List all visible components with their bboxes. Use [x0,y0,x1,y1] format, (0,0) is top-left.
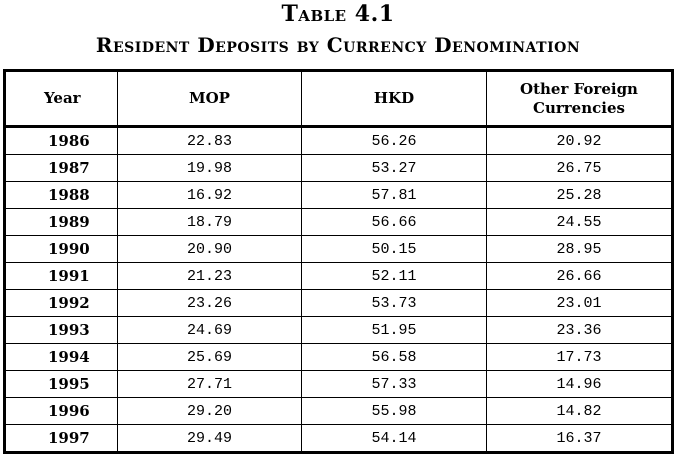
mop-cell: 25.69 [118,344,302,371]
table-title: Resident Deposits by Currency Denomination [95,33,581,57]
mop-cell: 18.79 [118,209,302,236]
year-cell: 1997 [5,425,118,453]
column-header-mop: MOP [118,71,302,127]
table-row [5,317,673,344]
mop-cell: 23.26 [118,290,302,317]
table-row [5,127,673,155]
other-currencies-cell: 16.37 [487,425,673,453]
mop-cell: 20.90 [118,236,302,263]
table-body [5,127,673,453]
mop-cell: 29.20 [118,398,302,425]
table-row [5,236,673,263]
hkd-cell: 56.58 [302,344,487,371]
column-header-year: Year [5,71,118,127]
year-cell: 1993 [5,317,118,344]
year-cell: 1995 [5,371,118,398]
table-row [5,155,673,182]
hkd-cell: 51.95 [302,317,487,344]
deposits-table [3,69,674,454]
hkd-cell: 55.98 [302,398,487,425]
table-row [5,209,673,236]
year-cell: 1996 [5,398,118,425]
year-cell: 1987 [5,155,118,182]
hkd-cell: 52.11 [302,263,487,290]
other-currencies-cell: 14.82 [487,398,673,425]
table-row [5,182,673,209]
mop-cell: 29.49 [118,425,302,453]
column-header-other-currencies: Other Foreign Currencies [487,71,673,127]
year-cell: 1986 [5,127,118,155]
other-currencies-cell: 23.36 [487,317,673,344]
table-row [5,263,673,290]
year-cell: 1994 [5,344,118,371]
year-cell: 1991 [5,263,118,290]
mop-cell: 16.92 [118,182,302,209]
year-cell: 1988 [5,182,118,209]
year-cell: 1990 [5,236,118,263]
other-currencies-cell: 14.96 [487,371,673,398]
table-number: Table 4.1 [281,1,395,27]
other-currencies-cell: 28.95 [487,236,673,263]
mop-cell: 24.69 [118,317,302,344]
other-currencies-cell: 26.75 [487,155,673,182]
hkd-cell: 56.66 [302,209,487,236]
hkd-cell: 57.81 [302,182,487,209]
hkd-cell: 57.33 [302,371,487,398]
hkd-cell: 54.14 [302,425,487,453]
table-row [5,425,673,453]
hkd-cell: 56.26 [302,127,487,155]
mop-cell: 27.71 [118,371,302,398]
column-header-hkd: HKD [302,71,487,127]
year-cell: 1989 [5,209,118,236]
table-row [5,371,673,398]
mop-cell: 21.23 [118,263,302,290]
other-currencies-cell: 26.66 [487,263,673,290]
mop-cell: 19.98 [118,155,302,182]
hkd-cell: 53.27 [302,155,487,182]
year-cell: 1992 [5,290,118,317]
table-row [5,290,673,317]
other-currencies-cell: 24.55 [487,209,673,236]
hkd-cell: 53.73 [302,290,487,317]
hkd-cell: 50.15 [302,236,487,263]
table-row [5,344,673,371]
other-currencies-cell: 17.73 [487,344,673,371]
table-header-row [5,71,673,127]
mop-cell: 22.83 [118,127,302,155]
other-currencies-cell: 25.28 [487,182,673,209]
table-row [5,398,673,425]
other-currencies-cell: 23.01 [487,290,673,317]
other-currencies-cell: 20.92 [487,127,673,155]
